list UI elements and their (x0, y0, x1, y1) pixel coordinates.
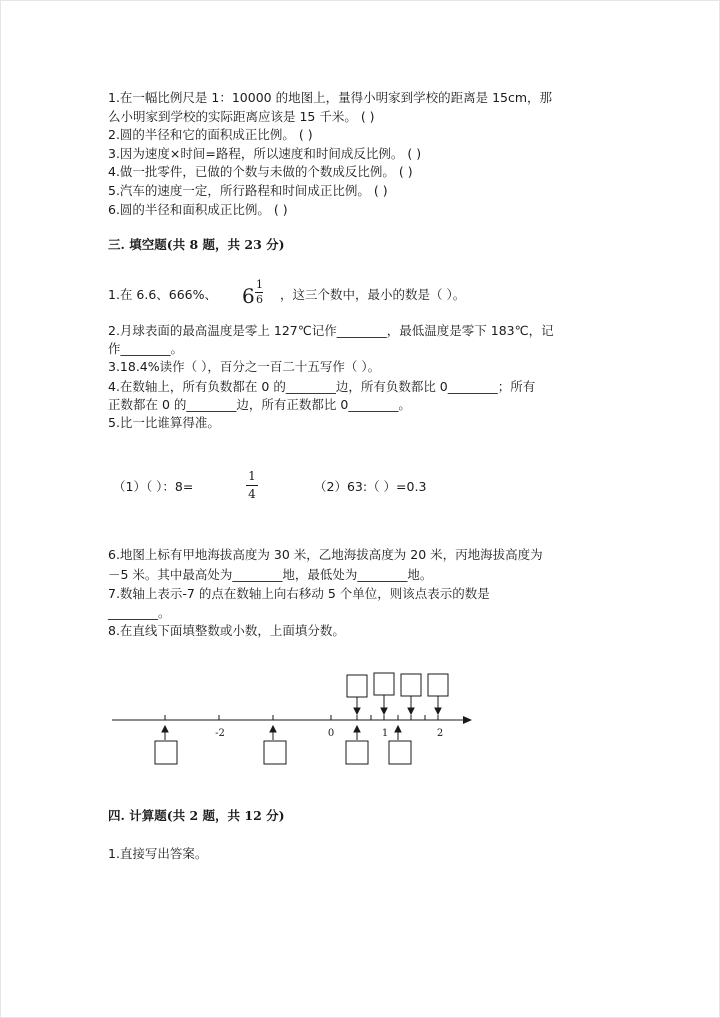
fill-q6-line1: 6.地图上标有甲地海拔高度为 30 米，乙地海拔高度为 20 米，丙地海拔高度为 (108, 547, 543, 562)
answer-box-bottom[interactable] (155, 741, 177, 764)
judgment-q2: 2.圆的半径和它的面积成正比例。 ( ) (108, 127, 313, 142)
down-arrow-head-icon (354, 708, 360, 714)
fill-q7-line1: 7.数轴上表示-7 的点在数轴上向右移动 5 个单位，则该点表示的数是 (108, 586, 490, 601)
up-arrow-head-icon (270, 726, 276, 732)
number-line-figure (0, 660, 720, 780)
section4-title: 四. 计算题(共 2 题，共 12 分) (108, 808, 285, 823)
judgment-q6: 6.圆的半径和面积成正比例。 ( ) (108, 202, 288, 217)
down-arrow-head-icon (381, 708, 387, 714)
up-arrow-head-icon (354, 726, 360, 732)
fill-q2-line2: 作________。 (108, 341, 184, 356)
tick-label-0: 0 (327, 728, 335, 739)
up-arrow-head-icon (162, 726, 168, 732)
mixed-number-numerator: 1 (256, 278, 263, 291)
tick-label-minus-2: -2 (215, 728, 225, 739)
upper-answer-boxes (347, 673, 448, 697)
lower-answer-boxes (155, 741, 411, 764)
answer-box-top[interactable] (347, 675, 367, 697)
answer-box-top[interactable] (401, 674, 421, 696)
fraction-denominator: 4 (248, 487, 256, 501)
fraction-numerator: 1 (248, 469, 256, 483)
axis-ticks (165, 715, 438, 720)
calc-q1: 1.直接写出答案。 (108, 846, 208, 861)
fill-q8: 8.在直线下面填整数或小数，上面填分数。 (108, 623, 345, 638)
fill-q4-line1: 4.在数轴上，所有负数都在 0 的________边，所有负数都比 0________；所有 (108, 379, 536, 394)
answer-box-top[interactable] (428, 674, 448, 696)
answer-box-bottom[interactable] (346, 741, 368, 764)
mixed-number-whole: 6 (242, 284, 255, 308)
down-arrows (354, 695, 441, 714)
tick-label-2: 2 (436, 728, 444, 739)
fill-q5-part2: （2）63:（ ）=0.3 (314, 479, 427, 494)
fill-q5-part1: （1）（ ）：8= (113, 479, 194, 494)
judgment-q1-line2: 么小明家到学校的实际距离应该是 15 千米。 ( ) (108, 109, 375, 124)
fill-q5: 5.比一比谁算得准。 (108, 415, 220, 430)
fill-q1-suffix: ，这三个数中，最小的数是（ ）。 (280, 287, 466, 302)
judgment-q3: 3.因为速度×时间=路程，所以速度和时间成反比例。 ( ) (108, 146, 422, 161)
fill-q4-line2: 正数都在 0 的________边，所有正数都比 0________。 (108, 397, 411, 412)
answer-box-bottom[interactable] (264, 741, 286, 764)
judgment-q1-line1: 1.在一幅比例尺是 1：10000 的地图上，量得小明家到学校的距离是 15cm，那 (108, 90, 553, 105)
axis-arrow-icon (463, 716, 472, 724)
down-arrow-head-icon (408, 708, 414, 714)
answer-box-top[interactable] (374, 673, 394, 695)
mixed-number (242, 279, 270, 313)
fill-q3: 3.18.4%读作（ ），百分之一百二十五写作（ ）。 (108, 359, 381, 374)
down-arrow-head-icon (435, 708, 441, 714)
judgment-q5: 5.汽车的速度一定，所行路程和时间成正比例。 ( ) (108, 183, 388, 198)
fraction-bar (246, 485, 258, 486)
fill-q2-line1: 2.月球表面的最高温度是零上 127℃记作________，最低温度是零下 183℃，记 (108, 323, 554, 338)
answer-box-bottom[interactable] (389, 741, 411, 764)
fill-q6-line2: －5 米。其中最高处为________地，最低处为________地。 (108, 567, 433, 582)
tick-label-1: 1 (381, 728, 389, 739)
up-arrow-head-icon (395, 726, 401, 732)
fraction-one-quarter (246, 470, 258, 504)
section3-title: 三. 填空题(共 8 题，共 23 分) (108, 237, 285, 252)
fill-q1-prefix: 1.在 6.6、666%、 (108, 287, 218, 302)
judgment-q4: 4.做一批零件，已做的个数与未做的个数成反比例。 ( ) (108, 164, 413, 179)
fill-q7-line2: ________。 (108, 605, 171, 620)
up-arrows (162, 726, 401, 740)
mixed-number-denominator: 6 (256, 293, 263, 306)
